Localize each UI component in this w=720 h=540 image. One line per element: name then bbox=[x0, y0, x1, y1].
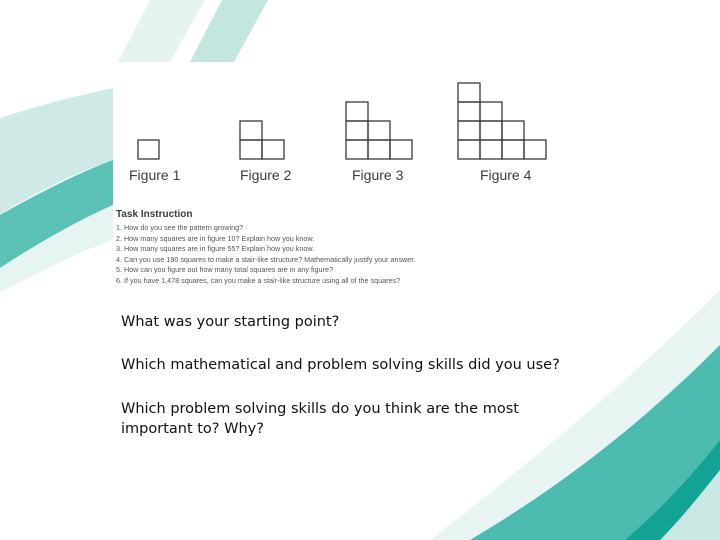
question-starting-point: What was your starting point? bbox=[121, 314, 340, 330]
task-item: 2. How many squares are in figure 10? Explain how you know. bbox=[116, 233, 315, 243]
figure-4-squares bbox=[458, 83, 546, 159]
figure-2-squares bbox=[240, 121, 284, 159]
figure-1-squares bbox=[138, 140, 159, 159]
task-instruction-title: Task Instruction bbox=[116, 209, 193, 220]
figure-2-label: Figure 2 bbox=[240, 167, 292, 183]
figure-3-label: Figure 3 bbox=[352, 167, 404, 183]
figure-3-squares bbox=[346, 102, 412, 159]
task-instruction-list bbox=[116, 223, 415, 286]
figure-4-label: Figure 4 bbox=[480, 167, 532, 183]
top-swoosh-teal bbox=[190, 0, 268, 62]
task-item: 4. Can you use 190 squares to make a stair-like structure? Mathematically justify your answer. bbox=[116, 254, 416, 264]
task-item: 3. How many squares are in figure 55? Explain how you know. bbox=[116, 244, 315, 253]
task-item: 6. If you have 1,478 squares, can you make a stair-like structure using all of the squares? bbox=[116, 275, 401, 285]
top-swoosh-pale bbox=[118, 0, 205, 62]
task-item: 1. How do you see the pattern growing? bbox=[116, 223, 244, 232]
question-most-important-skills: Which problem solving skills do you think are the most important to? Why? bbox=[121, 401, 519, 437]
question-skills-used: Which mathematical and problem solving skills did you use? bbox=[121, 357, 560, 373]
task-image bbox=[113, 62, 573, 288]
figure-1-label: Figure 1 bbox=[129, 167, 181, 183]
task-item: 5. How can you figure out how many total squares are in any figure? bbox=[116, 265, 333, 274]
